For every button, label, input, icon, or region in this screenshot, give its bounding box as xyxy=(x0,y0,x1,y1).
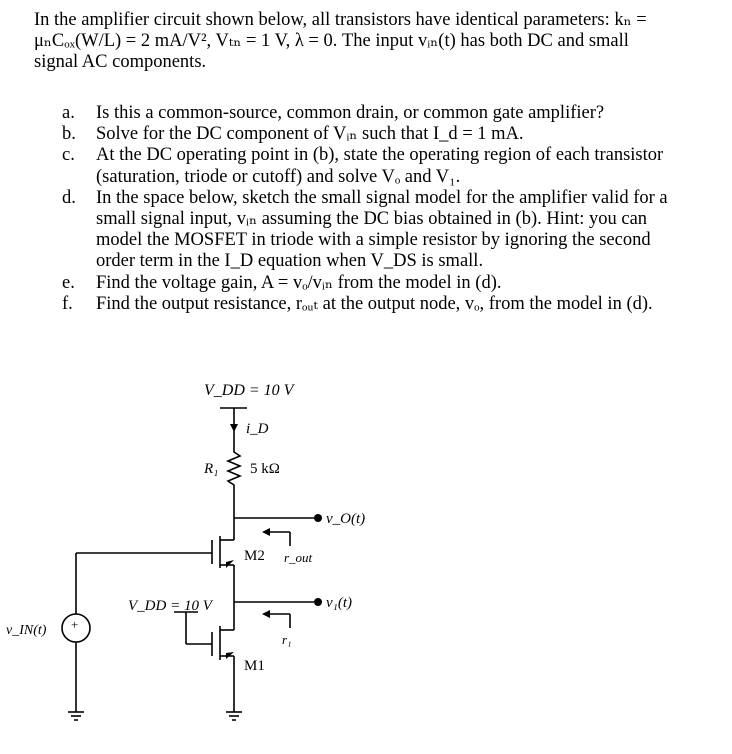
id-label: i_D xyxy=(246,421,269,437)
question-label: c. xyxy=(62,145,75,166)
vdd-top-label: V_DD = 10 V xyxy=(204,382,294,399)
m2-source-arrow xyxy=(226,560,234,568)
r1-name-label: R₁ xyxy=(204,461,219,477)
question-text: (saturation, triode or cutoff) and solve Vₒ and V₁. xyxy=(96,166,461,187)
r1-small-label: r₁ xyxy=(282,632,292,647)
question-label: b. xyxy=(62,124,76,145)
question-text: At the DC operating point in (b), state the operating region of each transistor xyxy=(96,145,664,166)
question-text: Is this a common-source, common drain, or common gate amplifier? xyxy=(96,103,605,123)
vo-label: v_O(t) xyxy=(326,511,366,527)
m2-label: M2 xyxy=(244,548,265,564)
v1-terminal xyxy=(314,598,322,606)
resistor-r1 xyxy=(228,446,240,492)
intro-line: signal AC components. xyxy=(34,52,207,72)
v1-label: v₁(t) xyxy=(326,595,353,611)
rout-label: r_out xyxy=(284,550,313,565)
rout-arrowhead xyxy=(262,528,270,536)
question-label: d. xyxy=(62,187,76,208)
r1-arrowhead xyxy=(262,610,270,618)
question-text: Find the voltage gain, A = vₒ/vᵢₙ from the model in (d). xyxy=(96,272,502,293)
intro-line: μₙCₒₓ(W/L) = 2 mA/V², Vₜₙ = 1 V, λ = 0. The input vᵢₙ(t) has both DC and small xyxy=(34,31,629,51)
question-label: f. xyxy=(62,293,73,314)
intro-line: In the amplifier circuit shown below, all transistors have identical parameters: kₙ = xyxy=(34,10,647,30)
source-plus-sign: + xyxy=(71,617,79,632)
r1-value-label: 5 kΩ xyxy=(250,461,280,477)
question-text: order term in the I_D equation when V_DS is small. xyxy=(96,251,484,272)
question-text: Solve for the DC component of Vᵢₙ such that I_d = 1 mA. xyxy=(96,124,524,145)
vdd-mid-label: V_DD = 10 V xyxy=(128,598,212,614)
question-label: a. xyxy=(62,103,75,123)
question-text: Find the output resistance, rₒᵤₜ at the output node, vₒ, from the model in (d). xyxy=(96,293,653,314)
vin-label: v_IN(t) xyxy=(6,623,47,638)
m1-label: M1 xyxy=(244,658,265,674)
question-text: model the MOSFET in triode with a simple resistor by ignoring the second xyxy=(96,230,651,251)
question-label: e. xyxy=(62,272,75,293)
id-arrow xyxy=(230,424,238,432)
vo-terminal xyxy=(314,514,322,522)
question-text: small signal input, vᵢₙ assuming the DC bias obtained in (b). Hint: you can xyxy=(96,209,648,230)
question-text: In the space below, sketch the small signal model for the amplifier valid for a xyxy=(96,187,668,208)
